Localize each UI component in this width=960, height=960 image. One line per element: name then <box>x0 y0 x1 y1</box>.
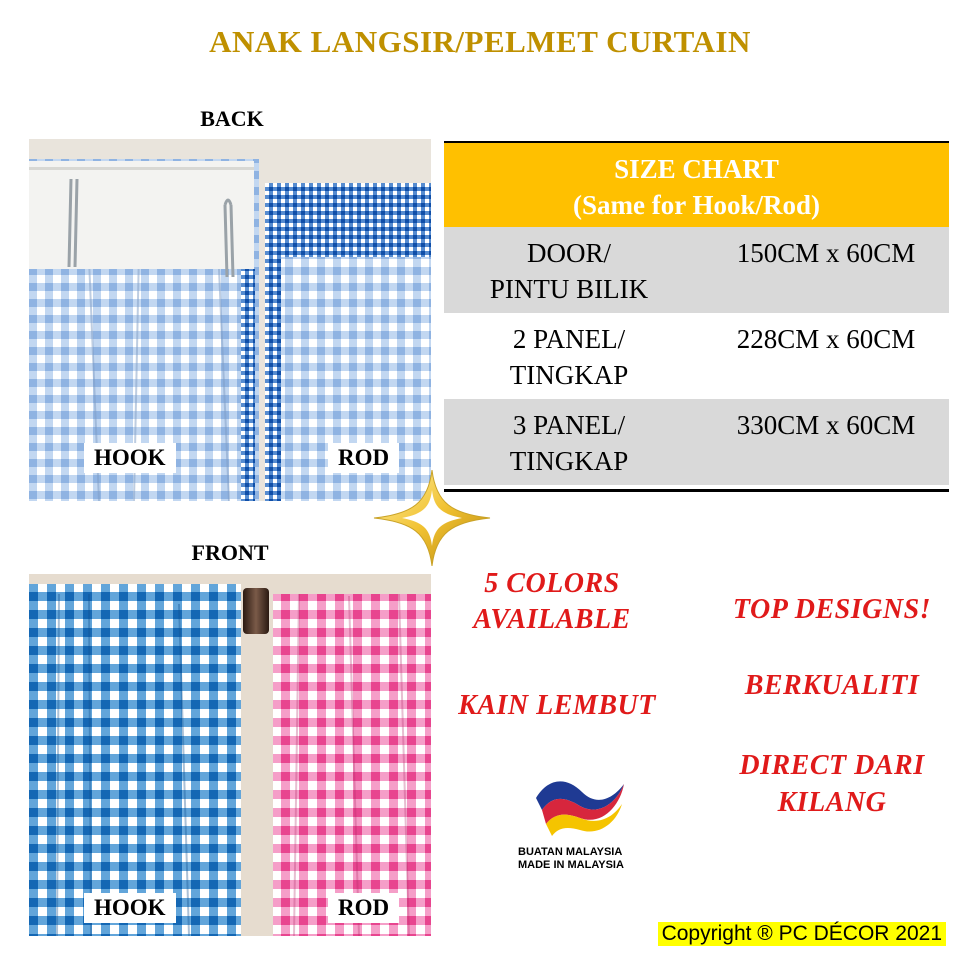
size-row-label-line1: DOOR/ <box>526 238 611 268</box>
logo-text-line1: BUATAN MALAYSIA <box>518 846 623 858</box>
back-label: BACK <box>200 106 264 131</box>
copyright-notice: Copyright ® PC DÉCOR 2021 <box>658 922 946 946</box>
direct-factory-text <box>712 747 952 821</box>
size-row-label-line1: 3 PANEL/ <box>512 410 626 440</box>
size-row-label-line2: TINGKAP <box>509 446 629 476</box>
back-rod-tag: ROD <box>328 443 399 473</box>
colors-available-text <box>452 566 652 638</box>
colors-available-line2: AVAILABLE <box>473 604 631 635</box>
size-chart-heading: SIZE CHART <box>614 154 779 184</box>
top-designs-text: TOP DESIGNS! <box>732 594 932 625</box>
size-chart-header <box>444 141 949 227</box>
size-row-label-line2: TINGKAP <box>509 360 629 390</box>
front-label: FRONT <box>191 540 269 565</box>
made-in-malaysia-logo-icon <box>530 770 630 840</box>
kain-lembut-text: KAIN LEMBUT <box>458 690 656 721</box>
back-hook-tag: HOOK <box>84 443 176 473</box>
page-title: ANAK LANGSIR/PELMET CURTAIN <box>209 24 751 59</box>
size-row-door <box>444 227 949 313</box>
front-rod-tag: ROD <box>328 893 399 923</box>
logo-text-line2: MADE IN MALAYSIA <box>518 859 624 871</box>
size-row-label-line2: PINTU BILIK <box>489 274 649 304</box>
berkualiti-text: BERKUALITI <box>744 670 920 701</box>
direct-factory-line2: KILANG <box>777 787 887 818</box>
front-curtain-illustration <box>29 574 431 936</box>
colors-available-line1: 5 COLORS <box>484 568 620 599</box>
size-row-label <box>444 321 694 393</box>
size-chart <box>444 141 949 492</box>
size-row-dimension: 228CM x 60CM <box>736 324 916 354</box>
size-row-label-line1: 2 PANEL/ <box>512 324 626 354</box>
size-row-label <box>444 407 694 479</box>
size-row-dimension: 150CM x 60CM <box>736 238 916 268</box>
made-in-malaysia-label <box>518 846 658 872</box>
size-row-2-panel <box>444 313 949 399</box>
front-photo <box>29 574 431 936</box>
front-hook-tag: HOOK <box>84 893 176 923</box>
size-row-label <box>444 235 694 307</box>
size-row-3-panel <box>444 399 949 485</box>
direct-factory-line1: DIRECT DARI <box>739 750 925 781</box>
size-row-dimension: 330CM x 60CM <box>736 410 916 440</box>
size-chart-subheading: (Same for Hook/Rod) <box>573 190 820 220</box>
